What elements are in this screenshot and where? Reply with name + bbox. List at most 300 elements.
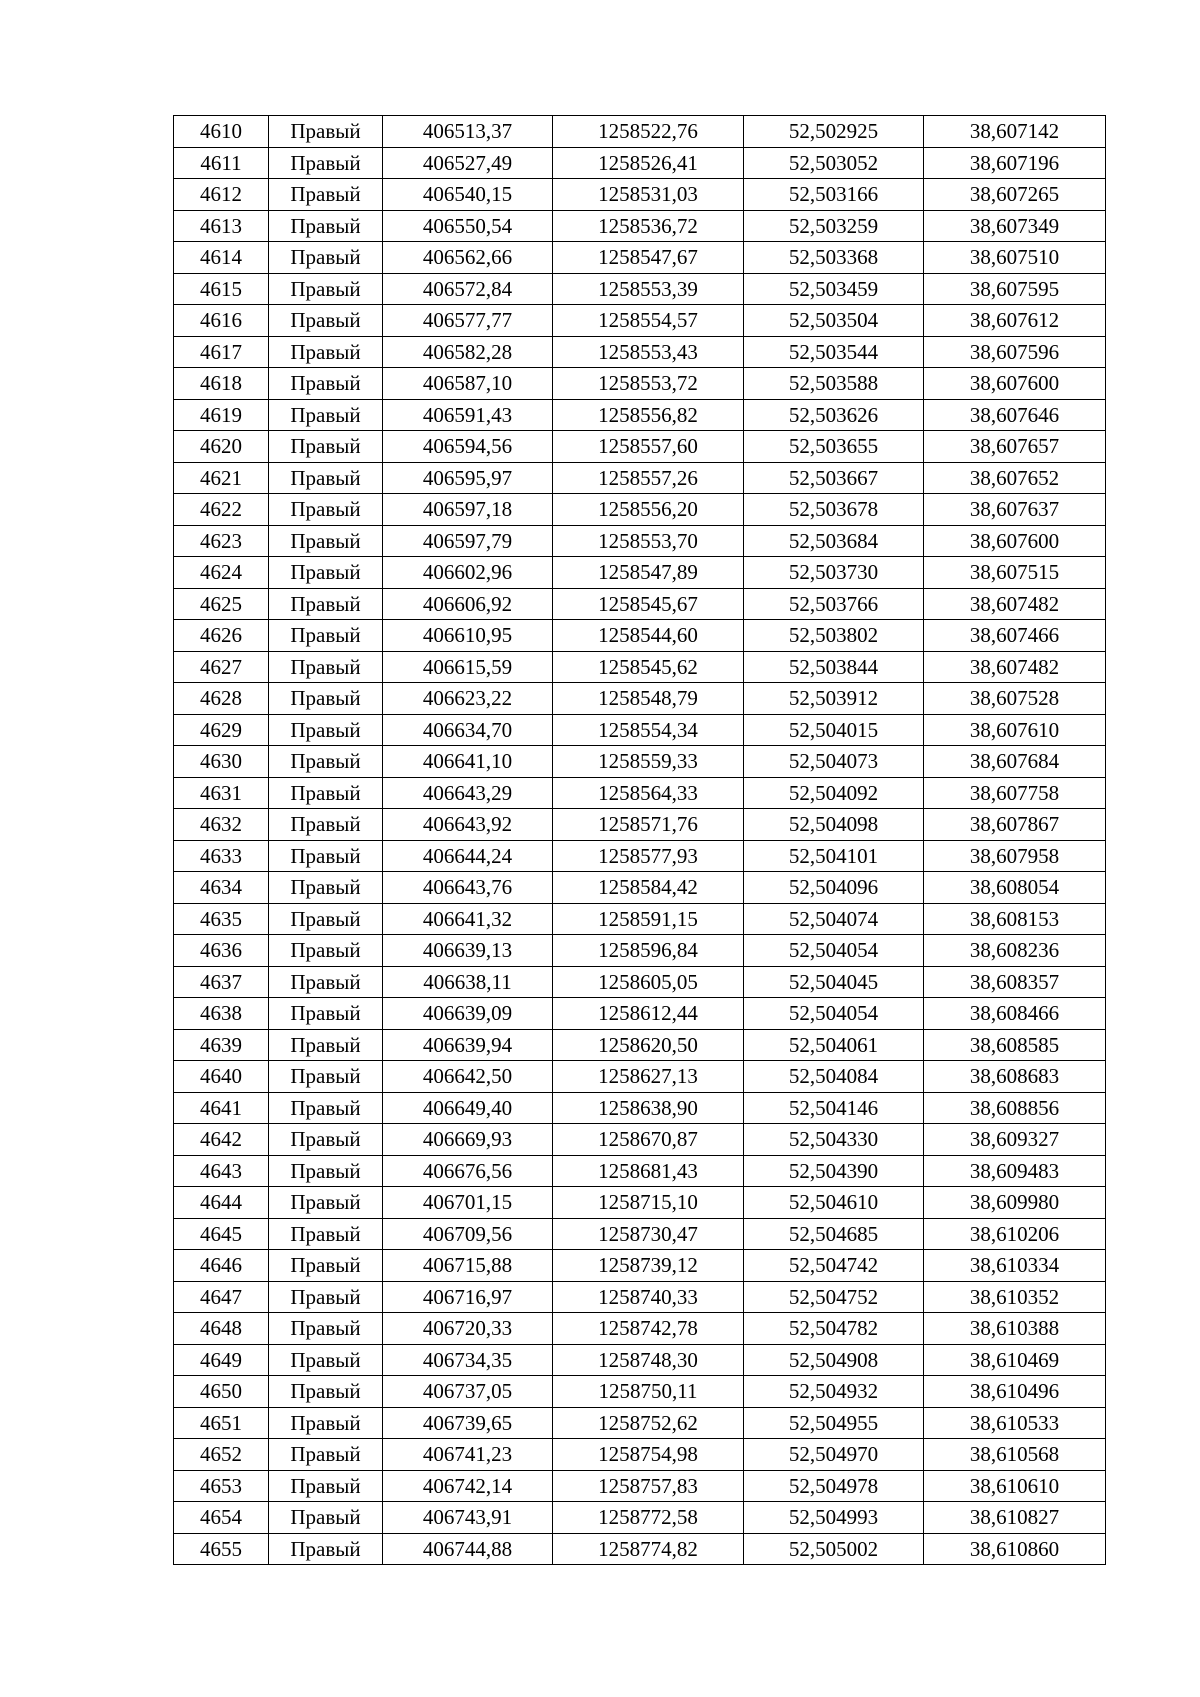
longitude-cell: 38,609980 <box>924 1187 1106 1219</box>
x-coordinate-cell: 406595,97 <box>383 462 553 494</box>
side-cell: Правый <box>269 840 383 872</box>
side-cell: Правый <box>269 1155 383 1187</box>
table-row <box>174 966 1106 998</box>
point-number-cell: 4642 <box>174 1124 269 1156</box>
longitude-cell: 38,607596 <box>924 336 1106 368</box>
point-number-cell: 4645 <box>174 1218 269 1250</box>
x-coordinate-cell: 406582,28 <box>383 336 553 368</box>
x-coordinate-cell: 406540,15 <box>383 179 553 211</box>
x-coordinate-cell: 406641,10 <box>383 746 553 778</box>
side-cell: Правый <box>269 966 383 998</box>
table-row <box>174 1124 1106 1156</box>
longitude-cell: 38,607482 <box>924 588 1106 620</box>
point-number-cell: 4632 <box>174 809 269 841</box>
x-coordinate-cell: 406527,49 <box>383 147 553 179</box>
point-number-cell: 4647 <box>174 1281 269 1313</box>
side-cell: Правый <box>269 210 383 242</box>
point-number-cell: 4635 <box>174 903 269 935</box>
longitude-cell: 38,607758 <box>924 777 1106 809</box>
longitude-cell: 38,608466 <box>924 998 1106 1030</box>
longitude-cell: 38,607600 <box>924 525 1106 557</box>
longitude-cell: 38,607482 <box>924 651 1106 683</box>
longitude-cell: 38,608585 <box>924 1029 1106 1061</box>
y-coordinate-cell: 1258554,34 <box>553 714 744 746</box>
x-coordinate-cell: 406594,56 <box>383 431 553 463</box>
table-row <box>174 998 1106 1030</box>
longitude-cell: 38,610533 <box>924 1407 1106 1439</box>
side-cell: Правый <box>269 746 383 778</box>
y-coordinate-cell: 1258559,33 <box>553 746 744 778</box>
table-row <box>174 1376 1106 1408</box>
point-number-cell: 4638 <box>174 998 269 1030</box>
longitude-cell: 38,608054 <box>924 872 1106 904</box>
x-coordinate-cell: 406715,88 <box>383 1250 553 1282</box>
y-coordinate-cell: 1258554,57 <box>553 305 744 337</box>
latitude-cell: 52,504084 <box>744 1061 924 1093</box>
latitude-cell: 52,504908 <box>744 1344 924 1376</box>
longitude-cell: 38,607958 <box>924 840 1106 872</box>
x-coordinate-cell: 406743,91 <box>383 1502 553 1534</box>
table-row <box>174 368 1106 400</box>
x-coordinate-cell: 406716,97 <box>383 1281 553 1313</box>
longitude-cell: 38,607684 <box>924 746 1106 778</box>
side-cell: Правый <box>269 242 383 274</box>
table-row <box>174 1281 1106 1313</box>
y-coordinate-cell: 1258612,44 <box>553 998 744 1030</box>
point-number-cell: 4623 <box>174 525 269 557</box>
point-number-cell: 4654 <box>174 1502 269 1534</box>
longitude-cell: 38,610610 <box>924 1470 1106 1502</box>
point-number-cell: 4621 <box>174 462 269 494</box>
table-row <box>174 1533 1106 1565</box>
y-coordinate-cell: 1258584,42 <box>553 872 744 904</box>
side-cell: Правый <box>269 998 383 1030</box>
x-coordinate-cell: 406615,59 <box>383 651 553 683</box>
latitude-cell: 52,503912 <box>744 683 924 715</box>
y-coordinate-cell: 1258556,20 <box>553 494 744 526</box>
x-coordinate-cell: 406739,65 <box>383 1407 553 1439</box>
x-coordinate-cell: 406676,56 <box>383 1155 553 1187</box>
longitude-cell: 38,610334 <box>924 1250 1106 1282</box>
y-coordinate-cell: 1258670,87 <box>553 1124 744 1156</box>
x-coordinate-cell: 406643,76 <box>383 872 553 904</box>
table-row <box>174 1344 1106 1376</box>
side-cell: Правый <box>269 431 383 463</box>
latitude-cell: 52,504074 <box>744 903 924 935</box>
side-cell: Правый <box>269 116 383 148</box>
x-coordinate-cell: 406602,96 <box>383 557 553 589</box>
table-row <box>174 1313 1106 1345</box>
longitude-cell: 38,607528 <box>924 683 1106 715</box>
y-coordinate-cell: 1258553,72 <box>553 368 744 400</box>
side-cell: Правый <box>269 273 383 305</box>
table-row <box>174 872 1106 904</box>
longitude-cell: 38,607612 <box>924 305 1106 337</box>
point-number-cell: 4618 <box>174 368 269 400</box>
y-coordinate-cell: 1258730,47 <box>553 1218 744 1250</box>
longitude-cell: 38,607265 <box>924 179 1106 211</box>
point-number-cell: 4652 <box>174 1439 269 1471</box>
longitude-cell: 38,607510 <box>924 242 1106 274</box>
point-number-cell: 4643 <box>174 1155 269 1187</box>
point-number-cell: 4634 <box>174 872 269 904</box>
side-cell: Правый <box>269 714 383 746</box>
side-cell: Правый <box>269 1187 383 1219</box>
latitude-cell: 52,503052 <box>744 147 924 179</box>
latitude-cell: 52,503166 <box>744 179 924 211</box>
table-row <box>174 1061 1106 1093</box>
y-coordinate-cell: 1258740,33 <box>553 1281 744 1313</box>
y-coordinate-cell: 1258754,98 <box>553 1439 744 1471</box>
table-row <box>174 557 1106 589</box>
point-number-cell: 4648 <box>174 1313 269 1345</box>
longitude-cell: 38,608236 <box>924 935 1106 967</box>
table-row <box>174 1470 1106 1502</box>
table-row <box>174 525 1106 557</box>
point-number-cell: 4644 <box>174 1187 269 1219</box>
point-number-cell: 4612 <box>174 179 269 211</box>
side-cell: Правый <box>269 147 383 179</box>
latitude-cell: 52,504993 <box>744 1502 924 1534</box>
longitude-cell: 38,607595 <box>924 273 1106 305</box>
longitude-cell: 38,609327 <box>924 1124 1106 1156</box>
latitude-cell: 52,504096 <box>744 872 924 904</box>
side-cell: Правый <box>269 1344 383 1376</box>
point-number-cell: 4631 <box>174 777 269 809</box>
latitude-cell: 52,503626 <box>744 399 924 431</box>
table-row <box>174 651 1106 683</box>
latitude-cell: 52,503544 <box>744 336 924 368</box>
y-coordinate-cell: 1258748,30 <box>553 1344 744 1376</box>
y-coordinate-cell: 1258531,03 <box>553 179 744 211</box>
longitude-cell: 38,608683 <box>924 1061 1106 1093</box>
y-coordinate-cell: 1258545,67 <box>553 588 744 620</box>
x-coordinate-cell: 406669,93 <box>383 1124 553 1156</box>
y-coordinate-cell: 1258526,41 <box>553 147 744 179</box>
point-number-cell: 4651 <box>174 1407 269 1439</box>
x-coordinate-cell: 406639,09 <box>383 998 553 1030</box>
x-coordinate-cell: 406562,66 <box>383 242 553 274</box>
latitude-cell: 52,503368 <box>744 242 924 274</box>
y-coordinate-cell: 1258742,78 <box>553 1313 744 1345</box>
table-row <box>174 399 1106 431</box>
longitude-cell: 38,610496 <box>924 1376 1106 1408</box>
longitude-cell: 38,610568 <box>924 1439 1106 1471</box>
y-coordinate-cell: 1258553,39 <box>553 273 744 305</box>
longitude-cell: 38,609483 <box>924 1155 1106 1187</box>
side-cell: Правый <box>269 683 383 715</box>
side-cell: Правый <box>269 809 383 841</box>
table-row <box>174 935 1106 967</box>
latitude-cell: 52,504101 <box>744 840 924 872</box>
side-cell: Правый <box>269 1250 383 1282</box>
latitude-cell: 52,504978 <box>744 1470 924 1502</box>
y-coordinate-cell: 1258757,83 <box>553 1470 744 1502</box>
longitude-cell: 38,610206 <box>924 1218 1106 1250</box>
side-cell: Правый <box>269 1029 383 1061</box>
x-coordinate-cell: 406597,79 <box>383 525 553 557</box>
latitude-cell: 52,504054 <box>744 998 924 1030</box>
latitude-cell: 52,504610 <box>744 1187 924 1219</box>
side-cell: Правый <box>269 1470 383 1502</box>
side-cell: Правый <box>269 1281 383 1313</box>
side-cell: Правый <box>269 525 383 557</box>
latitude-cell: 52,503667 <box>744 462 924 494</box>
point-number-cell: 4649 <box>174 1344 269 1376</box>
table-row <box>174 431 1106 463</box>
longitude-cell: 38,607196 <box>924 147 1106 179</box>
latitude-cell: 52,503678 <box>744 494 924 526</box>
side-cell: Правый <box>269 777 383 809</box>
point-number-cell: 4630 <box>174 746 269 778</box>
table-row <box>174 1250 1106 1282</box>
latitude-cell: 52,503802 <box>744 620 924 652</box>
y-coordinate-cell: 1258556,82 <box>553 399 744 431</box>
table-row <box>174 336 1106 368</box>
side-cell: Правый <box>269 1439 383 1471</box>
table-row <box>174 1407 1106 1439</box>
side-cell: Правый <box>269 1533 383 1565</box>
x-coordinate-cell: 406742,14 <box>383 1470 553 1502</box>
y-coordinate-cell: 1258553,70 <box>553 525 744 557</box>
x-coordinate-cell: 406577,77 <box>383 305 553 337</box>
side-cell: Правый <box>269 462 383 494</box>
side-cell: Правый <box>269 1407 383 1439</box>
y-coordinate-cell: 1258548,79 <box>553 683 744 715</box>
point-number-cell: 4636 <box>174 935 269 967</box>
x-coordinate-cell: 406709,56 <box>383 1218 553 1250</box>
point-number-cell: 4628 <box>174 683 269 715</box>
longitude-cell: 38,607349 <box>924 210 1106 242</box>
latitude-cell: 52,503766 <box>744 588 924 620</box>
point-number-cell: 4626 <box>174 620 269 652</box>
table-row <box>174 903 1106 935</box>
latitude-cell: 52,503655 <box>744 431 924 463</box>
latitude-cell: 52,504092 <box>744 777 924 809</box>
table-row <box>174 242 1106 274</box>
latitude-cell: 52,504970 <box>744 1439 924 1471</box>
table-row <box>174 116 1106 148</box>
table-row <box>174 462 1106 494</box>
x-coordinate-cell: 406638,11 <box>383 966 553 998</box>
y-coordinate-cell: 1258571,76 <box>553 809 744 841</box>
table-row <box>174 1155 1106 1187</box>
y-coordinate-cell: 1258739,12 <box>553 1250 744 1282</box>
point-number-cell: 4617 <box>174 336 269 368</box>
point-number-cell: 4625 <box>174 588 269 620</box>
latitude-cell: 52,504146 <box>744 1092 924 1124</box>
point-number-cell: 4653 <box>174 1470 269 1502</box>
point-number-cell: 4611 <box>174 147 269 179</box>
side-cell: Правый <box>269 1502 383 1534</box>
x-coordinate-cell: 406701,15 <box>383 1187 553 1219</box>
latitude-cell: 52,503684 <box>744 525 924 557</box>
longitude-cell: 38,607610 <box>924 714 1106 746</box>
side-cell: Правый <box>269 620 383 652</box>
point-number-cell: 4629 <box>174 714 269 746</box>
table-row <box>174 210 1106 242</box>
y-coordinate-cell: 1258564,33 <box>553 777 744 809</box>
table-row <box>174 1187 1106 1219</box>
table-row <box>174 683 1106 715</box>
side-cell: Правый <box>269 903 383 935</box>
point-number-cell: 4637 <box>174 966 269 998</box>
latitude-cell: 52,504932 <box>744 1376 924 1408</box>
y-coordinate-cell: 1258544,60 <box>553 620 744 652</box>
x-coordinate-cell: 406643,92 <box>383 809 553 841</box>
point-number-cell: 4641 <box>174 1092 269 1124</box>
longitude-cell: 38,608357 <box>924 966 1106 998</box>
y-coordinate-cell: 1258772,58 <box>553 1502 744 1534</box>
x-coordinate-cell: 406639,13 <box>383 935 553 967</box>
longitude-cell: 38,607142 <box>924 116 1106 148</box>
table-row <box>174 1218 1106 1250</box>
longitude-cell: 38,607657 <box>924 431 1106 463</box>
y-coordinate-cell: 1258591,15 <box>553 903 744 935</box>
side-cell: Правый <box>269 935 383 967</box>
latitude-cell: 52,502925 <box>744 116 924 148</box>
side-cell: Правый <box>269 1313 383 1345</box>
latitude-cell: 52,504073 <box>744 746 924 778</box>
y-coordinate-cell: 1258681,43 <box>553 1155 744 1187</box>
y-coordinate-cell: 1258557,26 <box>553 462 744 494</box>
point-number-cell: 4610 <box>174 116 269 148</box>
table-row <box>174 1092 1106 1124</box>
latitude-cell: 52,504685 <box>744 1218 924 1250</box>
point-number-cell: 4639 <box>174 1029 269 1061</box>
y-coordinate-cell: 1258545,62 <box>553 651 744 683</box>
point-number-cell: 4614 <box>174 242 269 274</box>
x-coordinate-cell: 406623,22 <box>383 683 553 715</box>
table-body <box>174 116 1106 1565</box>
longitude-cell: 38,607646 <box>924 399 1106 431</box>
x-coordinate-cell: 406744,88 <box>383 1533 553 1565</box>
point-number-cell: 4613 <box>174 210 269 242</box>
table-row <box>174 588 1106 620</box>
longitude-cell: 38,610827 <box>924 1502 1106 1534</box>
table-row <box>174 746 1106 778</box>
table-row <box>174 620 1106 652</box>
latitude-cell: 52,503844 <box>744 651 924 683</box>
x-coordinate-cell: 406591,43 <box>383 399 553 431</box>
point-number-cell: 4619 <box>174 399 269 431</box>
side-cell: Правый <box>269 1376 383 1408</box>
x-coordinate-cell: 406741,23 <box>383 1439 553 1471</box>
point-number-cell: 4655 <box>174 1533 269 1565</box>
longitude-cell: 38,607637 <box>924 494 1106 526</box>
y-coordinate-cell: 1258627,13 <box>553 1061 744 1093</box>
point-number-cell: 4650 <box>174 1376 269 1408</box>
latitude-cell: 52,505002 <box>744 1533 924 1565</box>
x-coordinate-cell: 406587,10 <box>383 368 553 400</box>
x-coordinate-cell: 406649,40 <box>383 1092 553 1124</box>
side-cell: Правый <box>269 872 383 904</box>
table-row <box>174 809 1106 841</box>
latitude-cell: 52,504015 <box>744 714 924 746</box>
side-cell: Правый <box>269 494 383 526</box>
longitude-cell: 38,610469 <box>924 1344 1106 1376</box>
y-coordinate-cell: 1258774,82 <box>553 1533 744 1565</box>
side-cell: Правый <box>269 651 383 683</box>
x-coordinate-cell: 406606,92 <box>383 588 553 620</box>
point-number-cell: 4624 <box>174 557 269 589</box>
y-coordinate-cell: 1258547,67 <box>553 242 744 274</box>
x-coordinate-cell: 406643,29 <box>383 777 553 809</box>
longitude-cell: 38,608856 <box>924 1092 1106 1124</box>
latitude-cell: 52,504054 <box>744 935 924 967</box>
side-cell: Правый <box>269 179 383 211</box>
x-coordinate-cell: 406734,35 <box>383 1344 553 1376</box>
side-cell: Правый <box>269 399 383 431</box>
y-coordinate-cell: 1258553,43 <box>553 336 744 368</box>
table-row <box>174 1502 1106 1534</box>
latitude-cell: 52,503504 <box>744 305 924 337</box>
latitude-cell: 52,504098 <box>744 809 924 841</box>
side-cell: Правый <box>269 305 383 337</box>
side-cell: Правый <box>269 1124 383 1156</box>
y-coordinate-cell: 1258536,72 <box>553 210 744 242</box>
point-number-cell: 4615 <box>174 273 269 305</box>
point-number-cell: 4620 <box>174 431 269 463</box>
side-cell: Правый <box>269 336 383 368</box>
longitude-cell: 38,607867 <box>924 809 1106 841</box>
longitude-cell: 38,610860 <box>924 1533 1106 1565</box>
latitude-cell: 52,504955 <box>744 1407 924 1439</box>
side-cell: Правый <box>269 1218 383 1250</box>
y-coordinate-cell: 1258596,84 <box>553 935 744 967</box>
point-number-cell: 4646 <box>174 1250 269 1282</box>
longitude-cell: 38,610352 <box>924 1281 1106 1313</box>
table-row <box>174 840 1106 872</box>
table-row <box>174 494 1106 526</box>
y-coordinate-cell: 1258638,90 <box>553 1092 744 1124</box>
table-row <box>174 305 1106 337</box>
side-cell: Правый <box>269 1092 383 1124</box>
y-coordinate-cell: 1258547,89 <box>553 557 744 589</box>
point-number-cell: 4616 <box>174 305 269 337</box>
latitude-cell: 52,503730 <box>744 557 924 589</box>
x-coordinate-cell: 406644,24 <box>383 840 553 872</box>
latitude-cell: 52,504390 <box>744 1155 924 1187</box>
table-row <box>174 147 1106 179</box>
y-coordinate-cell: 1258715,10 <box>553 1187 744 1219</box>
latitude-cell: 52,504061 <box>744 1029 924 1061</box>
x-coordinate-cell: 406720,33 <box>383 1313 553 1345</box>
latitude-cell: 52,503588 <box>744 368 924 400</box>
point-number-cell: 4640 <box>174 1061 269 1093</box>
longitude-cell: 38,607515 <box>924 557 1106 589</box>
x-coordinate-cell: 406634,70 <box>383 714 553 746</box>
point-number-cell: 4633 <box>174 840 269 872</box>
table-row <box>174 1439 1106 1471</box>
side-cell: Правый <box>269 368 383 400</box>
y-coordinate-cell: 1258522,76 <box>553 116 744 148</box>
latitude-cell: 52,504782 <box>744 1313 924 1345</box>
table-row <box>174 714 1106 746</box>
longitude-cell: 38,607466 <box>924 620 1106 652</box>
point-number-cell: 4627 <box>174 651 269 683</box>
side-cell: Правый <box>269 588 383 620</box>
latitude-cell: 52,504045 <box>744 966 924 998</box>
x-coordinate-cell: 406642,50 <box>383 1061 553 1093</box>
longitude-cell: 38,610388 <box>924 1313 1106 1345</box>
coordinates-table <box>173 115 1106 1565</box>
y-coordinate-cell: 1258557,60 <box>553 431 744 463</box>
longitude-cell: 38,607600 <box>924 368 1106 400</box>
table-row <box>174 777 1106 809</box>
latitude-cell: 52,504752 <box>744 1281 924 1313</box>
x-coordinate-cell: 406639,94 <box>383 1029 553 1061</box>
